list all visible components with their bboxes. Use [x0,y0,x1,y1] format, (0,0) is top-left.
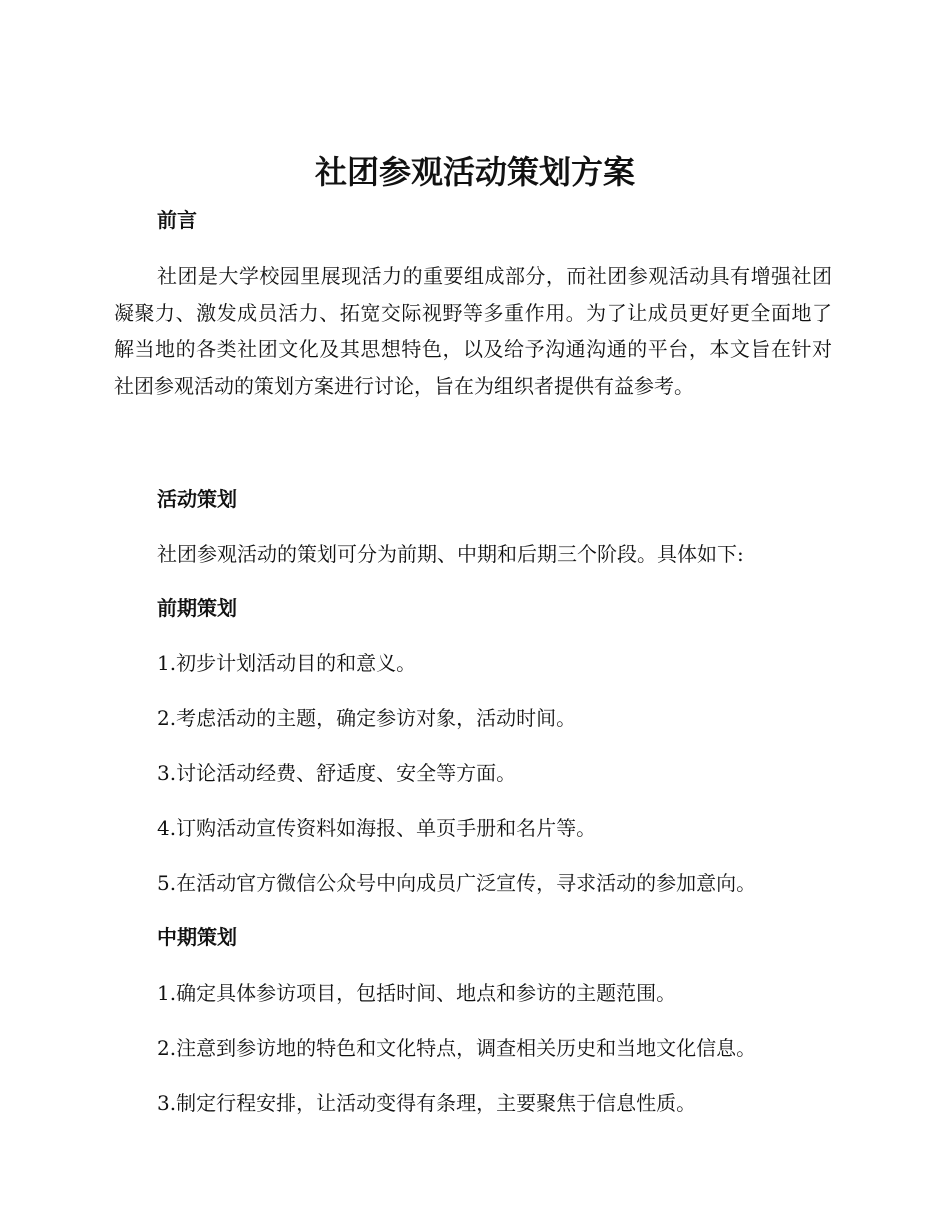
list-item: 4.订购活动宣传资料如海报、单页手册和名片等。 [157,816,597,840]
list-item: 3.制定行程安排，让活动变得有条理，主要聚焦于信息性质。 [157,1091,697,1115]
list-item: 1.确定具体参访项目，包括时间、地点和参访的主题范围。 [157,981,677,1005]
document-title: 社团参观活动策划方案 [314,153,635,191]
list-item: 2.考虑活动的主题，确定参访对象，活动时间。 [157,706,577,730]
section-heading-mid-planning: 中期策划 [157,925,237,949]
list-item: 3.讨论活动经费、舒适度、安全等方面。 [157,761,517,785]
section-heading-activity-planning: 活动策划 [157,487,237,511]
list-item: 2.注意到参访地的特色和文化特点，调查相关历史和当地文化信息。 [157,1036,757,1060]
list-item: 5.在活动官方微信公众号中向成员广泛宣传，寻求活动的参加意向。 [157,871,757,895]
section-heading-preface: 前言 [157,208,197,232]
preface-paragraph: 社团是大学校园里展现活力的重要组成部分，而社团参观活动具有增强社团凝聚力、激发成员活力、拓宽交际视野等多重作用。为了让成员更好更全面地了解当地的各类社团文化及其思想特色，以及给予沟通沟通的平台，本文旨在针对社团参观活动的策划方案进行讨论，旨在为组织者提供有益参考。 [114,264,832,398]
activity-planning-intro: 社团参观活动的策划可分为前期、中期和后期三个阶段。具体如下: [157,542,744,566]
section-heading-early-planning: 前期策划 [157,596,237,620]
list-item: 1.初步计划活动目的和意义。 [157,651,417,675]
